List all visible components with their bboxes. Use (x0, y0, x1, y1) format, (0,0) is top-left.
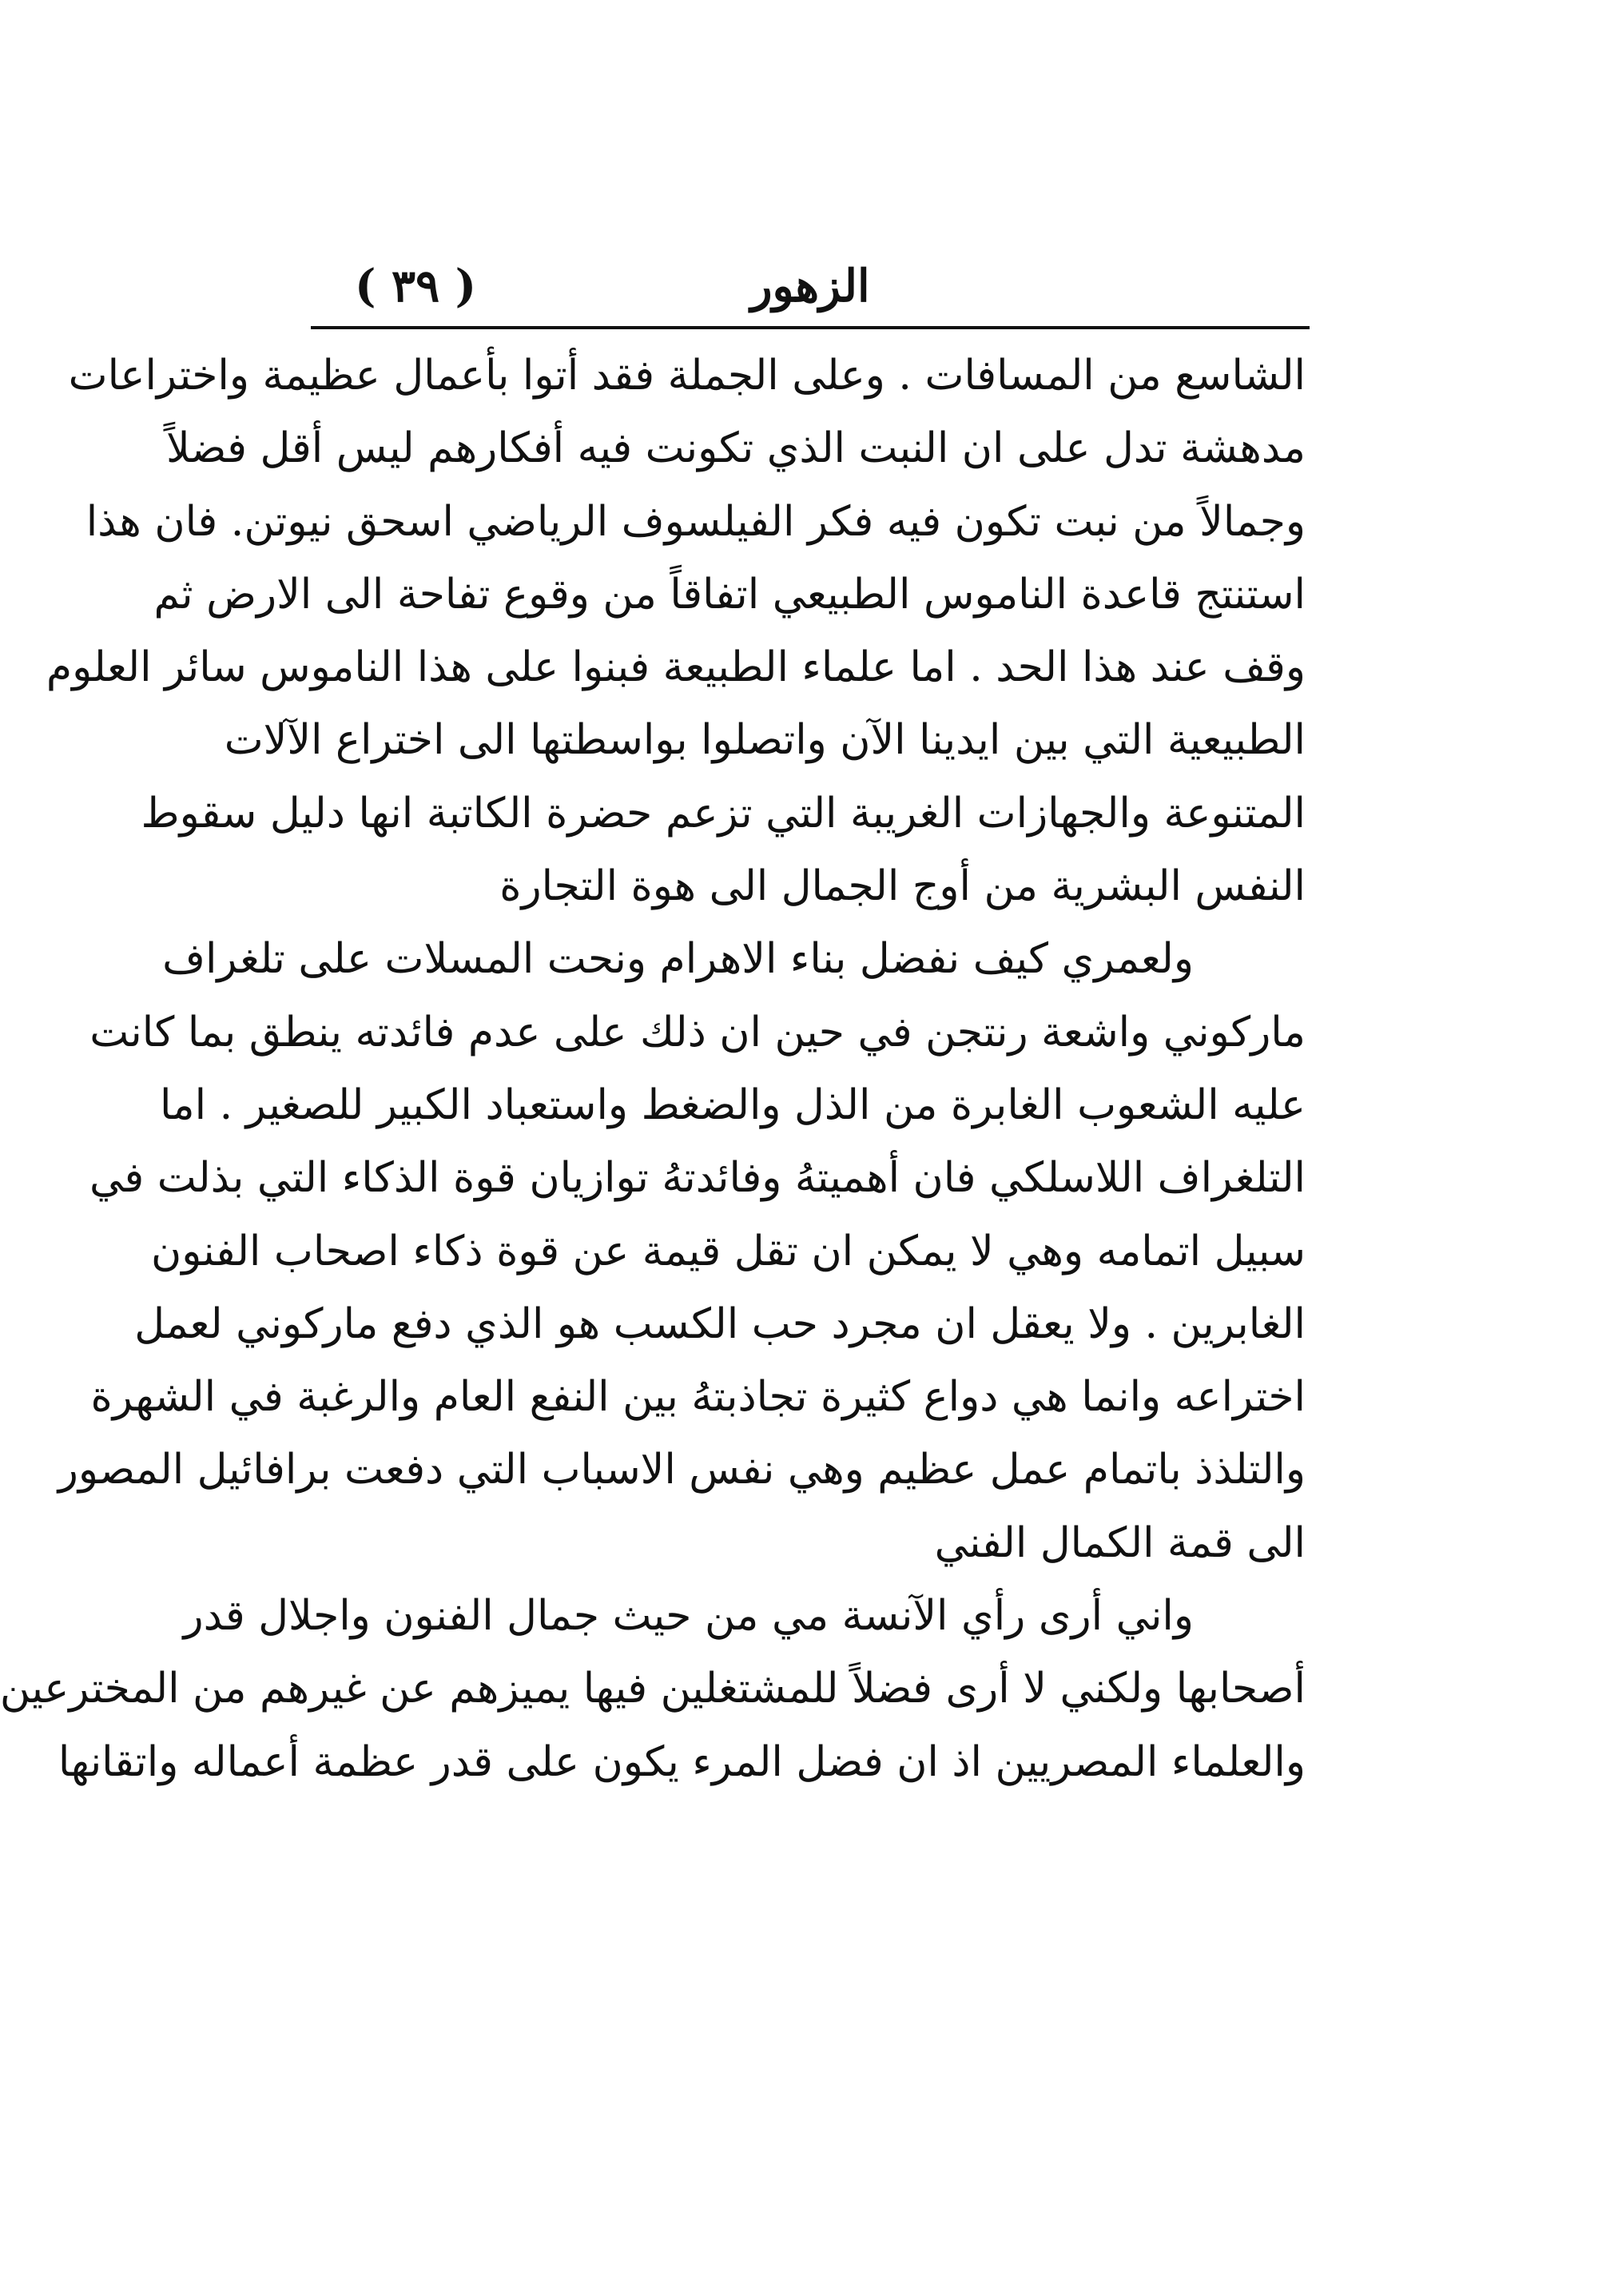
text-line: الى قمة الكمال الفني (934, 1518, 1306, 1567)
text-line: والعلماء المصريين اذ ان فضل المرء يكون على قدر عظمة أعماله واتقانها (58, 1737, 1306, 1786)
text-line: ولعمري كيف نفضل بناء الاهرام ونحت المسلات على تلغراف (162, 935, 1194, 984)
page-header (311, 254, 1310, 318)
text-line: الغابرين . ولا يعقل ان مجرد حب الكسب هو الذي دفع ماركوني لعمل (134, 1299, 1306, 1348)
text-line: المتنوعة والجهازات الغريبة التي تزعم حضرة الكاتبة انها دليل سقوط (141, 789, 1306, 838)
text-line: التلغراف اللاسلكي فان أهميتهُ وفائدتهُ توازيان قوة الذكاء التي بذلت في (89, 1154, 1306, 1203)
text-line: سبيل اتمامه وهي لا يمكن ان تقل قيمة عن قوة ذكاء اصحاب الفنون (151, 1227, 1306, 1275)
text-line: الطبيعية التي بين ايدينا الآن واتصلوا بواسطتها الى اختراع الآلات (224, 716, 1306, 765)
text-line: النفس البشرية من أوج الجمال الى هوة التجارة (499, 862, 1306, 911)
text-line: وقف عند هذا الحد . اما علماء الطبيعة فبنوا على هذا الناموس سائر العلوم (46, 643, 1306, 692)
text-line: عليه الشعوب الغابرة من الذل والضغط واستعباد الكبير للصغير . اما (159, 1080, 1306, 1129)
text-line: الشاسع من المسافات . وعلى الجملة فقد أتوا بأعمال عظيمة واختراعات (68, 352, 1306, 400)
text-line: وجمالاً من نبت تكون فيه فكر الفيلسوف الرياضي اسحق نيوتن. فان هذا (85, 497, 1306, 546)
body-text (0, 340, 1306, 1799)
text-line: ماركوني واشعة رنتجن في حين ان ذلك على عدم فائدته ينطق بما كانت (89, 1008, 1306, 1056)
text-line: والتلذذ باتمام عمل عظيم وهي نفس الاسباب التي دفعت برافائيل المصور (58, 1446, 1306, 1494)
page-number: ( ٣٩ ) (355, 260, 477, 312)
text-line: أصحابها ولكني لا أرى فضلاً للمشتغلين فيها يميزهم عن غيرهم من المخترعين (0, 1665, 1306, 1713)
text-line: استنتج قاعدة الناموس الطبيعي اتفاقاً من وقوع تفاحة الى الارض ثم (153, 570, 1306, 619)
header-rule (311, 326, 1310, 329)
text-line: اختراعه وانما هي دواع كثيرة تجاذبتهُ بين النفع العام والرغبة في الشهرة (90, 1373, 1306, 1422)
text-line: واني أرى رأي الآنسة مي من حيث جمال الفنون واجلال قدر (183, 1592, 1194, 1641)
running-title: الزهور (750, 260, 870, 312)
text-line: مدهشة تدل على ان النبت الذي تكونت فيه أفكارهم ليس أقل فضلاً (166, 424, 1306, 473)
